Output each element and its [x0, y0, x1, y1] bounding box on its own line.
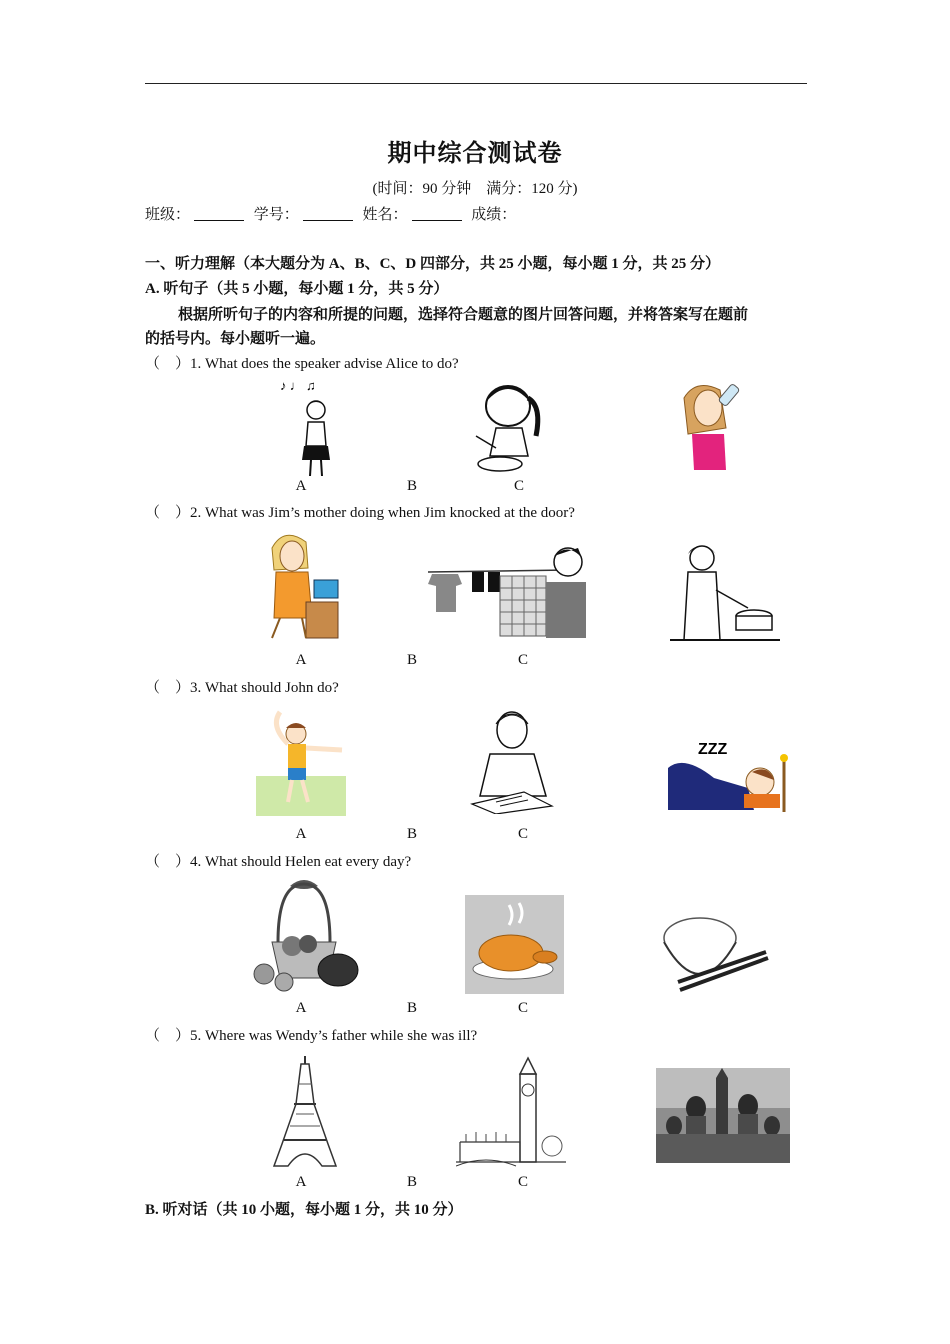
option-c-label: C — [517, 652, 528, 668]
top-rule — [145, 83, 807, 84]
option-c-label: C — [513, 478, 524, 494]
option-b-label: B — [406, 1000, 417, 1016]
option-b-label: B — [406, 826, 417, 842]
answer-bracket[interactable]: （ ） — [145, 680, 191, 696]
writing-boy-icon[interactable] — [466, 706, 556, 814]
option-a-label: A — [295, 826, 307, 842]
answer-bracket[interactable]: （ ） — [145, 356, 191, 372]
class-label: 班级： — [145, 207, 191, 223]
option-a-label: A — [295, 478, 307, 494]
question-3 — [145, 676, 339, 697]
cooking-woman-icon[interactable] — [670, 540, 780, 644]
part-a-heading: A. 听句子（共 5 小题，每小题 1 分，共 5 分） — [145, 281, 449, 297]
drinking-girl-icon[interactable] — [676, 378, 748, 474]
question-5 — [145, 1024, 477, 1045]
answer-bracket[interactable]: （ ） — [145, 854, 191, 870]
question-text: 2. What was Jim’s mother doing when Jim knocked at the door? — [190, 505, 575, 521]
sleep-text: ZZZ — [698, 741, 728, 758]
option-b-label: B — [406, 478, 417, 494]
option-b-label: B — [406, 1174, 417, 1190]
option-c-label: C — [517, 1000, 528, 1016]
option-a-label: A — [295, 652, 307, 668]
answer-bracket[interactable]: （ ） — [145, 505, 191, 521]
music-notes-icon: ♪ ♩ ♫ — [280, 378, 316, 393]
question-text: 5. Where was Wendy’s father while she was ill? — [190, 1028, 478, 1044]
exercising-boy-icon[interactable] — [256, 706, 346, 816]
eating-girl-icon[interactable] — [466, 376, 546, 476]
answer-bracket[interactable]: （ ） — [145, 1028, 191, 1044]
class-blank[interactable] — [194, 206, 244, 221]
score-label: 成绩： — [471, 207, 517, 223]
section-heading: 一、听力理解（本大题分为 A、B、C、D 四部分，共 25 小题，每小题 1 分，共 25 分） — [145, 256, 721, 272]
phone-call-woman-icon[interactable] — [262, 528, 342, 640]
big-ben-icon[interactable] — [456, 1054, 566, 1168]
page-title: 期中综合测试卷 — [387, 141, 563, 167]
option-a-label: A — [295, 1000, 307, 1016]
question-2 — [145, 501, 575, 522]
option-a-label: A — [295, 1174, 307, 1190]
fruit-basket-icon[interactable] — [248, 872, 360, 996]
question-1 — [145, 352, 459, 373]
sleeping-boy-icon[interactable] — [664, 738, 790, 814]
student-info-row — [145, 203, 516, 224]
id-label: 学号： — [253, 207, 299, 223]
question-4 — [145, 850, 411, 871]
name-blank[interactable] — [412, 206, 462, 221]
instruction-line-1: 根据所听句子的内容和所提的问题，选择符合题意的图片回答问题，并将答案写在题前 — [178, 307, 749, 323]
eiffel-tower-icon[interactable] — [270, 1054, 340, 1168]
option-b-label: B — [406, 652, 417, 668]
question-text: 3. What should John do? — [190, 680, 339, 696]
singing-girl-icon[interactable] — [278, 376, 338, 478]
option-c-label: C — [517, 1174, 528, 1190]
roast-chicken-icon[interactable] — [465, 895, 564, 994]
id-blank[interactable] — [303, 206, 353, 221]
name-label: 姓名： — [362, 207, 408, 223]
exam-info: (时间：90 分钟 满分：120 分) — [372, 181, 578, 197]
hanging-clothes-woman-icon[interactable] — [428, 542, 588, 642]
rice-bowl-icon[interactable] — [660, 906, 770, 996]
part-b-heading: B. 听对话（共 10 小题，每小题 1 分，共 10 分） — [145, 1202, 463, 1218]
option-c-label: C — [517, 826, 528, 842]
question-text: 1. What does the speaker advise Alice to do? — [190, 356, 459, 372]
instruction-line-2: 的括号内。每小题听一遍。 — [145, 331, 326, 347]
question-text: 4. What should Helen eat every day? — [190, 854, 412, 870]
kremlin-cathedral-icon[interactable] — [656, 1068, 790, 1163]
